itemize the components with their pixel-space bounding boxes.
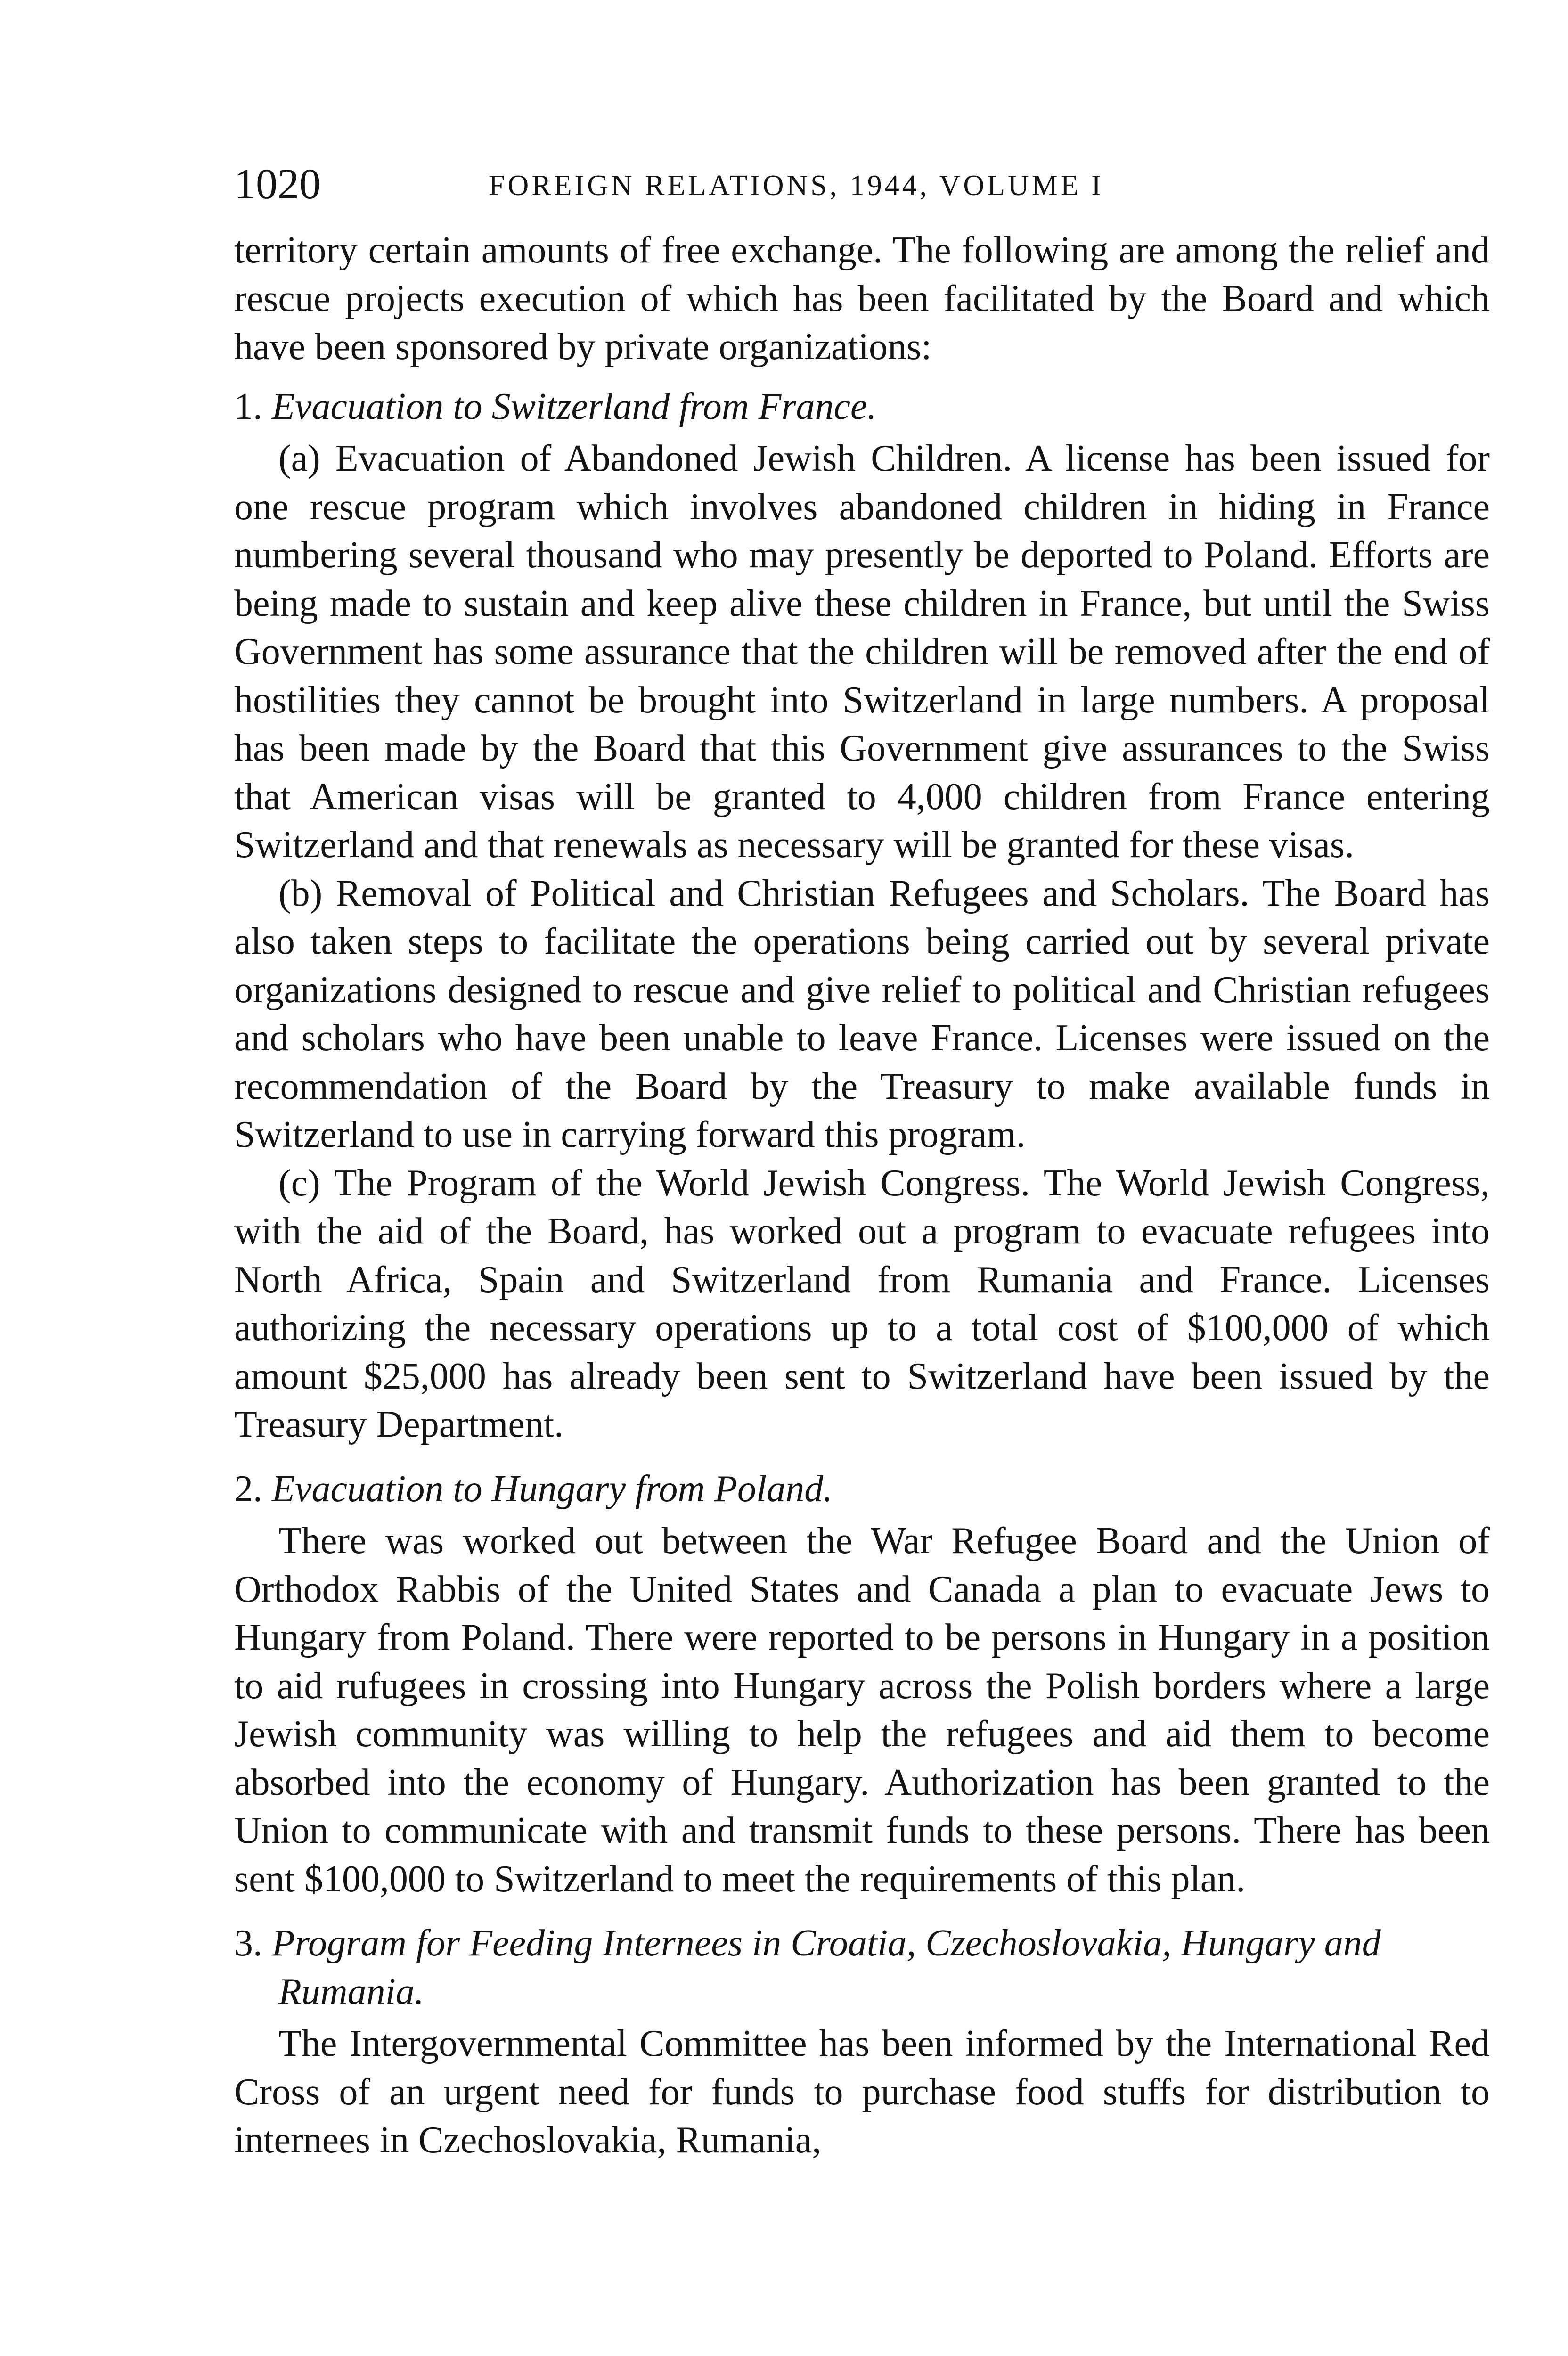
section-heading-2: [234, 1465, 1490, 1513]
intro-paragraph: territory certain amounts of free exchange. The following are among the relief and rescue projects execution of which has been facilitated by the Board and which have been sponsored by private organizations:: [234, 229, 1490, 368]
section-heading-1: [234, 383, 1490, 431]
page-content: [234, 155, 1490, 2165]
section-title-3: Program for Feeding Internees in Croatia, Czechoslovakia, Hungary and Rumania.: [272, 1922, 1381, 2012]
section-heading-3: [234, 1919, 1490, 2016]
running-head: [234, 155, 1490, 226]
section-number-2: 2.: [234, 1468, 262, 1510]
subsection-c-text: The World Jewish Congress, with the aid of the Board, has worked out a program to evacuate refugees into North Africa, Spain and Switzerland from Rumania and France. Licenses authorizing the necessary operations up to a total cost of $100,000 of which amount $25,000 has already been sent to Switzerland have been issued by the Treasury Department.: [234, 1162, 1490, 1445]
subsection-b-title: Removal of Political and Christian Refugees and Scholars.: [335, 872, 1250, 914]
subsection-b-paragraph: [234, 869, 1490, 1159]
subsection-c-tag: (c): [278, 1162, 320, 1204]
subsection-a-text: A license has been issued for one rescue program which involves abandoned children in hiding in France numbering several thousand who may presently be deported to Poland. Efforts are being made to sustain and keep alive these children in France, but until the Swiss Government has some assurance that the children will be removed after the end of hostilities they cannot be brought into Switzerland in large numbers. A proposal has been made by the Board that this Government give assurances to the Swiss that American visas will be granted to 4,000 children from France entering Switzerland and that renewals as necessary will be granted for these visas.: [234, 438, 1490, 866]
section-number-1: 1.: [234, 385, 262, 427]
subsection-a-title: Evacuation of Abandoned Jewish Children.: [335, 438, 1013, 479]
subsection-b-tag: (b): [278, 872, 323, 914]
running-head-title: FOREIGN RELATIONS, 1944, VOLUME I: [489, 170, 1104, 202]
section-title-1: Evacuation to Switzerland from France.: [272, 385, 877, 427]
subsection-c-paragraph: [234, 1159, 1490, 1449]
section-title-2: Evacuation to Hungary from Poland.: [272, 1468, 833, 1510]
section-3-paragraph: The Intergovernmental Committee has been informed by the International Red Cross of an urgent need for funds to purchase food stuffs for distribution to internees in Czechoslovakia, Rumania,: [234, 2023, 1490, 2161]
page-number: 1020: [234, 160, 321, 208]
subsection-a-paragraph: [234, 434, 1490, 869]
subsection-a-tag: (a): [278, 438, 320, 479]
section-number-3: 3.: [234, 1922, 262, 1964]
section-2-paragraph: There was worked out between the War Refugee Board and the Union of Orthodox Rabbis of the United States and Canada a plan to evacuate Jews to Hungary from Poland. There were reported to be persons in Hungary in a position to aid rufugees in crossing into Hungary across the Polish borders where a large Jewish community was willing to help the refugees and aid them to become absorbed into the economy of Hungary. Authorization has been granted to the Union to communicate with and transmit funds to these persons. There has been sent $100,000 to Switzerland to meet the requirements of this plan.: [234, 1520, 1490, 1900]
subsection-b-text: The Board has also taken steps to facilitate the operations being carried out by several private organizations designed to rescue and give relief to political and Christian refugees and scholars who have been unable to leave France. Licenses were issued on the recommendation of the Board by the Treasury to make available funds in Switzerland to use in carrying forward this program.: [234, 872, 1490, 1155]
subsection-c-title: The Program of the World Jewish Congress.: [334, 1162, 1030, 1204]
